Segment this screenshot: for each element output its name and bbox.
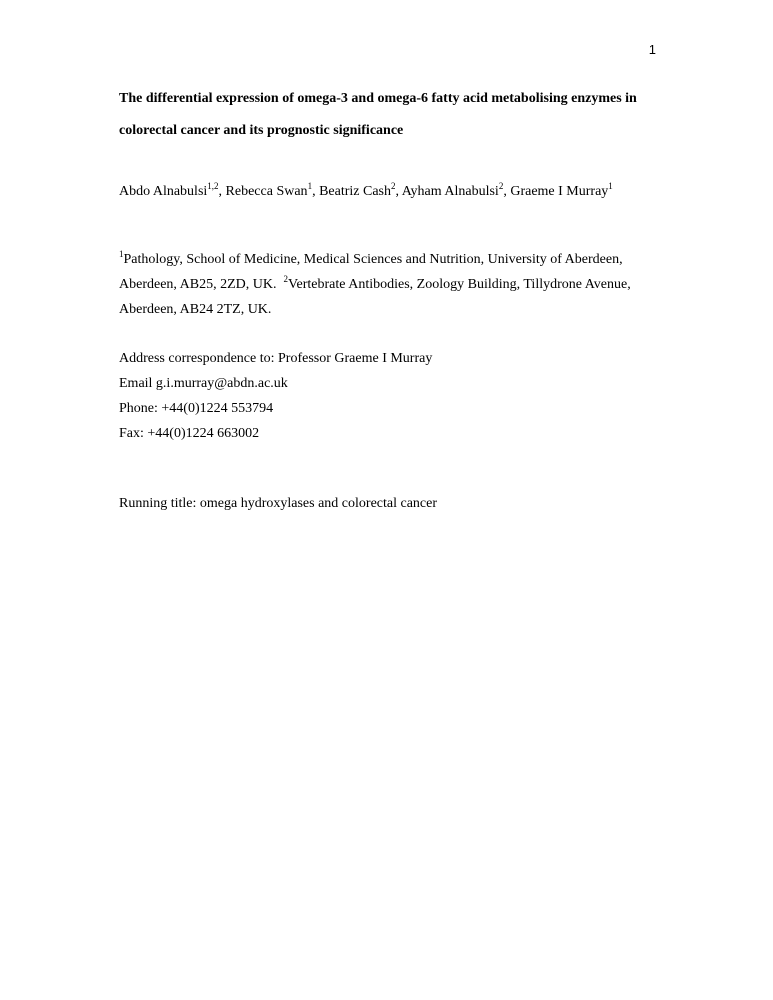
affiliation-2-text: Vertebrate Antibodies, Zoology Building, Tillydrone Avenue, — [287, 277, 631, 292]
title-line-2: colorectal cancer and its prognostic significance — [119, 123, 404, 138]
author-separator: , — [395, 184, 402, 199]
affiliation-mark-1: 1 — [119, 249, 124, 259]
author-affiliation-mark: 2 — [498, 181, 504, 191]
author-list — [119, 182, 664, 202]
phone-line: Phone: +44(0)1224 553794 — [119, 401, 274, 416]
running-title: Running title: omega hydroxylases and colorectal cancer — [119, 496, 438, 511]
author-affiliation-mark: 1,2 — [207, 181, 219, 191]
page-number: 1 — [648, 42, 656, 57]
author-affiliation-mark: 1 — [608, 181, 613, 191]
fax-line: Fax: +44(0)1224 663002 — [119, 426, 260, 441]
author-name: Ayham Alnabulsi — [401, 184, 499, 199]
author-name: Rebecca Swan — [225, 184, 308, 199]
affiliation-1-address: Aberdeen, AB25, 2ZD, UK. — [119, 277, 277, 292]
author-name: Graeme I Murray — [510, 184, 609, 199]
affiliation-line-3: Aberdeen, AB24 2TZ, UK. — [119, 302, 272, 317]
author-separator: , — [218, 184, 226, 199]
author-affiliation-mark: 2 — [390, 181, 396, 191]
author-name: Abdo Alnabulsi — [119, 184, 208, 199]
affiliation-1-text: Pathology, School of Medicine, Medical Sciences and Nutrition, University of Aberdeen, — [123, 252, 623, 267]
paper-title — [119, 83, 664, 147]
affiliations — [119, 247, 664, 322]
author-separator: , — [503, 184, 511, 199]
affiliation-line-1 — [119, 247, 664, 272]
author-name: Beatriz Cash — [319, 184, 391, 199]
author-separator: , — [312, 184, 320, 199]
author-affiliation-mark: 1 — [307, 181, 313, 191]
correspondence-line: Address correspondence to: Professor Graeme I Murray — [119, 351, 433, 366]
affiliation-line-2 — [119, 272, 664, 297]
email-line: Email g.i.murray@abdn.ac.uk — [119, 376, 288, 391]
title-line-1: The differential expression of omega-3 and omega-6 fatty acid metabolising enzymes in — [119, 91, 637, 106]
affiliation-mark-2: 2 — [283, 274, 288, 284]
contact-block — [119, 346, 664, 446]
